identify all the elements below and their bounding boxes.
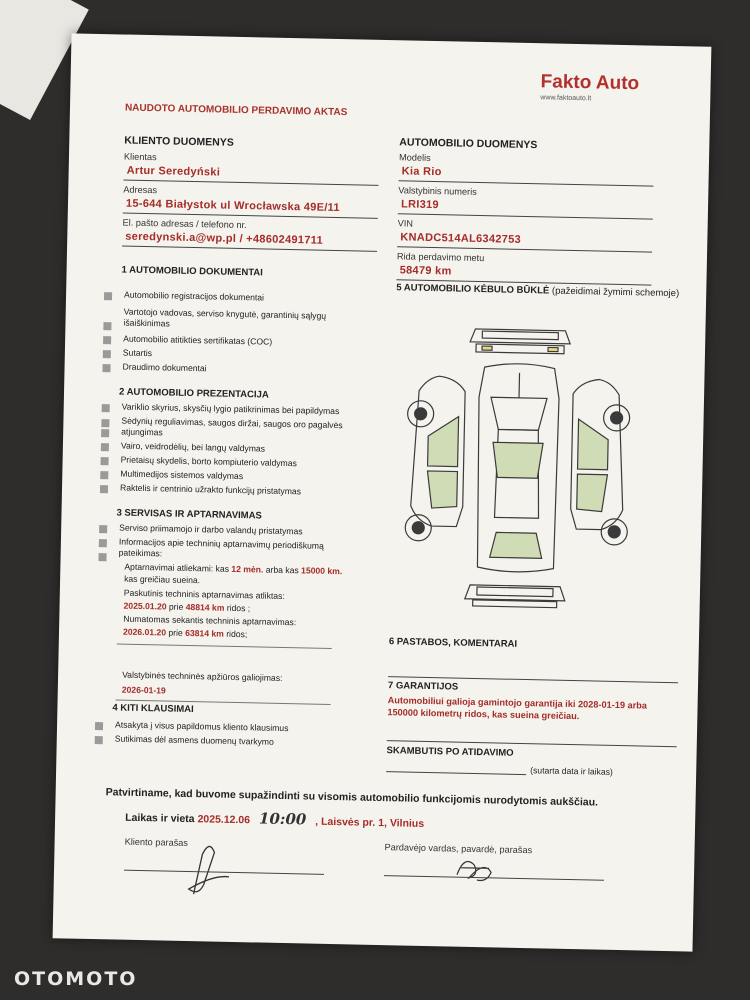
checkbox[interactable]: [100, 471, 108, 479]
next-service-label: Numatomas sekantis techninis aptarnavimas:: [123, 613, 297, 628]
service-interval-text: Aptarnavimai atliekami: kas 12 mėn. arba kas 15000 km.: [124, 561, 343, 577]
checkbox[interactable]: [102, 404, 110, 412]
checkbox[interactable]: [103, 322, 111, 330]
otomoto-watermark: OTOMOTO: [14, 968, 138, 990]
checklist-item: Automobilio atitikties sertifikatas (COC): [123, 333, 273, 347]
checkbox[interactable]: [95, 722, 103, 730]
client-signature: [173, 834, 234, 905]
checklist-item: Atsakyta į visus papildomus kliento klausimus: [114, 719, 289, 734]
checklist-item: Vartotojo vadovas, serviso knygutė, garantinių sąlygų išaiškinimas: [123, 306, 327, 329]
client-heading: KLIENTO DUOMENYS: [124, 134, 234, 149]
followup-call-heading: SKAMBUTIS PO ATIDAVIMO: [386, 745, 514, 759]
mileage-label: Rida perdavimo metu: [396, 251, 485, 264]
remarks-heading: 6 PASTABOS, KOMENTARAI: [388, 636, 518, 650]
documents-heading: 1 AUTOMOBILIO DOKUMENTAI: [121, 264, 263, 279]
checklist-item: Automobilio registracijos dokumentai: [123, 289, 265, 303]
model-label: Modelis: [398, 152, 431, 163]
seller-signature: [449, 849, 500, 890]
checklist-item: Sėdynių reguliavimas, saugos diržai, saugos oro pagalvės atjungimas: [121, 415, 343, 438]
vin-label: VIN: [397, 218, 414, 229]
service-heading: 3 SERVISAS IR APTARNAVIMAS: [116, 507, 262, 522]
checkbox[interactable]: [99, 553, 107, 561]
checklist-item: Prietaisų skydelis, borto kompiuterio valdymas: [120, 454, 297, 469]
checkbox[interactable]: [103, 336, 111, 344]
checklist-item: Informacijos apie techninių aptarnavimų periodiškumą pateikimas:: [118, 536, 324, 559]
vin-value: KNADC514AL6342753: [400, 231, 522, 246]
service-interval-note: kas greičiau sueina.: [124, 573, 201, 586]
vehicle-heading: AUTOMOBILIO DUOMENYS: [399, 136, 538, 152]
warranty-text: Automobiliui galioja gamintojo garantija iki 2028-01-19 arba 150000 kilometrų ridos, kas sueina greičiau.: [387, 695, 648, 722]
checkbox[interactable]: [101, 419, 109, 427]
checkbox[interactable]: [102, 364, 110, 372]
checkbox[interactable]: [95, 736, 103, 744]
company-logo: Fakto Auto: [540, 71, 640, 95]
last-service-value: 2025.01.20 prie 48814 km ridos ;: [123, 600, 251, 614]
contact-label: El. pašto adresas / telefono nr.: [122, 217, 247, 231]
checkbox[interactable]: [103, 350, 111, 358]
checklist-item: Sutartis: [122, 347, 153, 359]
car-body-diagram[interactable]: [395, 315, 641, 610]
seller-signature-label: Pardavėjo vardas, pavardė, parašas: [384, 842, 533, 856]
followup-call-note: (sutarta data ir laikas): [530, 765, 613, 777]
checklist-item: Vairo, veidrodėlių, bei langų valdymas: [120, 440, 266, 454]
checkbox[interactable]: [101, 443, 109, 451]
other-heading: 4 KITI KLAUSIMAI: [112, 702, 194, 716]
inspection-label: Valstybinės techninės apžiūros galiojimas:: [122, 669, 283, 683]
last-service-label: Paskutinis techninis aptarnavimas atliktas:: [123, 587, 285, 601]
address-label: Adresas: [123, 184, 158, 196]
body-condition-heading: 5 AUTOMOBILIO KĖBULO BŪKLĖ (pažeidimai žymimi schemoje): [396, 282, 680, 300]
document-title: NAUDOTO AUTOMOBILIO PERDAVIMO AKTAS: [124, 102, 348, 119]
address-value: 15-644 Białystok ul Wrocławska 49E/11: [125, 197, 340, 215]
checklist-item: Raktelis ir centrinio užrakto funkcijų pristatymas: [119, 482, 302, 497]
model-value: Kia Rio: [401, 165, 442, 179]
mileage-value: 58479 km: [399, 264, 452, 278]
checkbox[interactable]: [100, 485, 108, 493]
client-value: Artur Seredyński: [126, 164, 221, 179]
checklist-item: Sutikimas dėl asmens duomenų tvarkymo: [114, 733, 274, 747]
checkbox[interactable]: [104, 292, 112, 300]
warranty-heading: 7 GARANTIJOS: [387, 680, 459, 693]
handover-document: [53, 33, 712, 951]
checkbox[interactable]: [99, 539, 107, 547]
confirmation-statement: Patvirtiname, kad buvome supažindinti su visomis automobilio funkcijomis nurodytomis aukščiau.: [105, 786, 599, 809]
time-and-place: Laikas ir vieta 2025.12.06 10:00 , Laisvės pr. 1, Vilnius: [125, 809, 425, 830]
client-label: Klientas: [123, 151, 157, 163]
checkbox[interactable]: [101, 457, 109, 465]
checklist-item: Serviso priimamojo ir darbo valandų pristatymas: [119, 522, 303, 537]
next-service-value: 2026.01.20 prie 63814 km ridos;: [122, 626, 248, 640]
checkbox[interactable]: [101, 429, 109, 437]
checklist-item: Draudimo dokumentai: [122, 361, 207, 374]
contact-value: seredynski.a@wp.pl / +48602491711: [125, 230, 324, 247]
plate-label: Valstybinis numeris: [398, 185, 477, 197]
presentation-heading: 2 AUTOMOBILIO PREZENTACIJA: [118, 386, 269, 401]
inspection-value: 2026-01-19: [121, 684, 166, 696]
company-url: www.faktoauto.lt: [540, 94, 592, 103]
plate-value: LRI319: [400, 198, 440, 212]
checklist-item: Variklio skyrius, skysčių lygio patikrinimas bei papildymas: [121, 401, 340, 417]
checkbox[interactable]: [99, 525, 107, 533]
client-signature-label: Kliento parašas: [124, 836, 189, 849]
checklist-item: Multimedijos sistemos valdymas: [120, 468, 244, 482]
